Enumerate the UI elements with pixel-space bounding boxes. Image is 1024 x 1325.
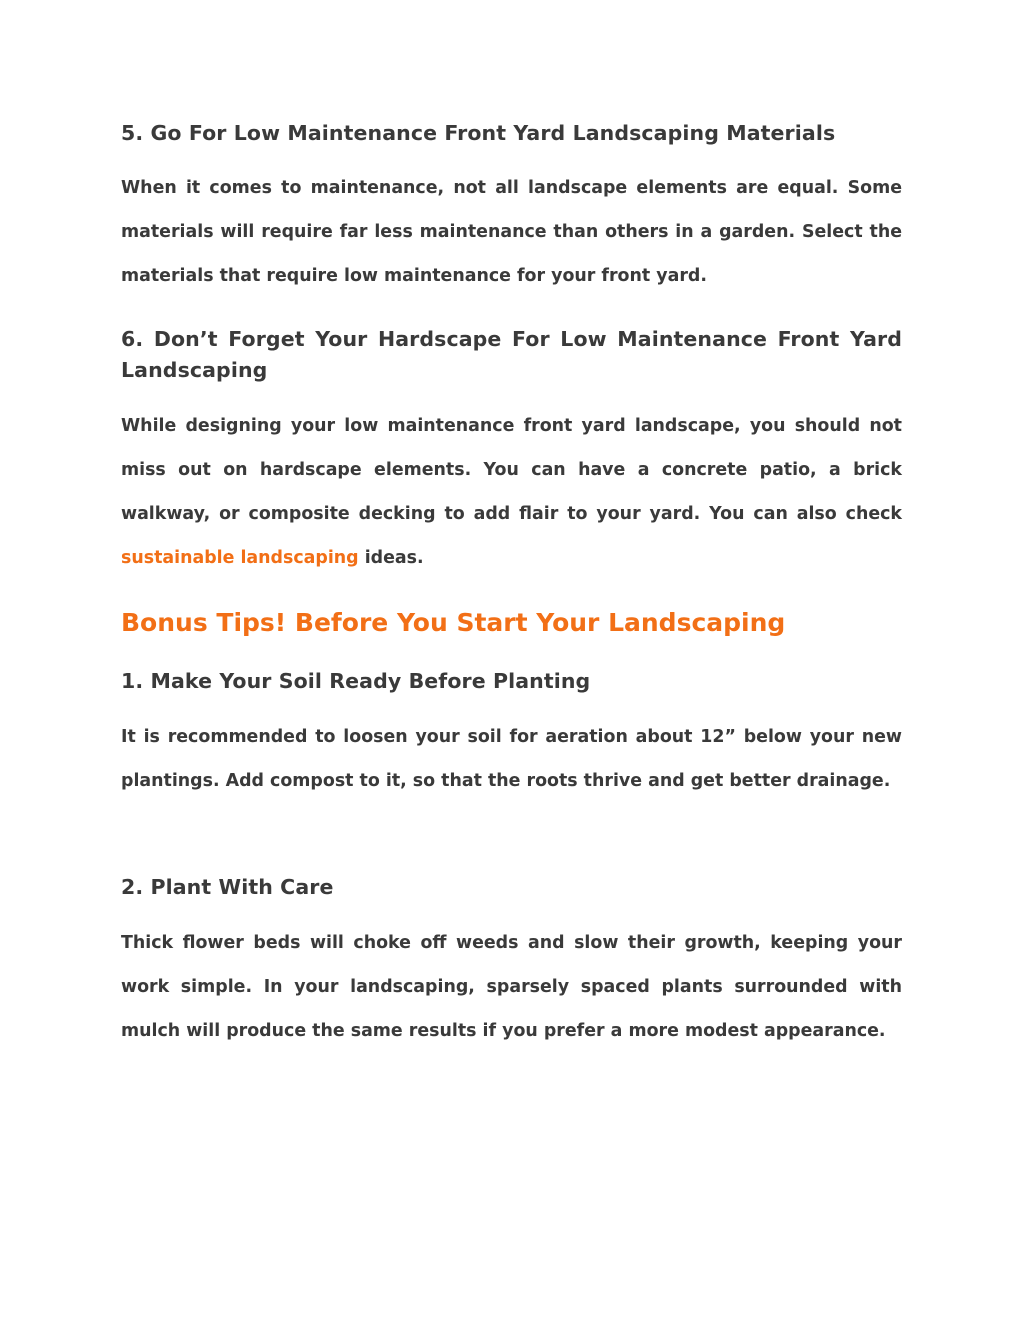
tip-body-2: Thick flower beds will choke off weeds and slow their growth, keeping your work simple. In your landscaping, sparsely spaced plants surrounded with mulch will produce the same results if you prefer a more modest appearance. bbox=[121, 933, 902, 1041]
bonus-tips-title: Bonus Tips! Before You Start Your Landscaping bbox=[121, 608, 786, 637]
section-heading-5: 5. Go For Low Maintenance Front Yard Landscaping Materials bbox=[121, 121, 836, 145]
tip-heading-1: 1. Make Your Soil Ready Before Planting bbox=[121, 669, 591, 693]
sustainable-landscaping-link[interactable]: sustainable landscaping bbox=[121, 548, 359, 568]
section-body-6 bbox=[121, 404, 902, 580]
tip-body-1: It is recommended to loosen your soil for aeration about 12” below your new plantings. Add compost to it, so that the roots thrive and get better drainage. bbox=[121, 727, 902, 791]
section-heading-6: 6. Don’t Forget Your Hardscape For Low Maintenance Front Yard Landscaping bbox=[121, 327, 902, 382]
section-body-5: When it comes to maintenance, not all landscape elements are equal. Some materials will require far less maintenance than others in a garden. Select the materials that require low maintenance for your front yard. bbox=[121, 178, 902, 286]
tip-heading-2: 2. Plant With Care bbox=[121, 875, 334, 899]
section-body-6-text: While designing your low maintenance front yard landscape, you should not miss out on hardscape elements. You can have a concrete patio, a brick walkway, or composite decking to add flair to your yard. You can also check bbox=[121, 416, 902, 524]
section-body-6-tail: ideas. bbox=[358, 548, 424, 568]
